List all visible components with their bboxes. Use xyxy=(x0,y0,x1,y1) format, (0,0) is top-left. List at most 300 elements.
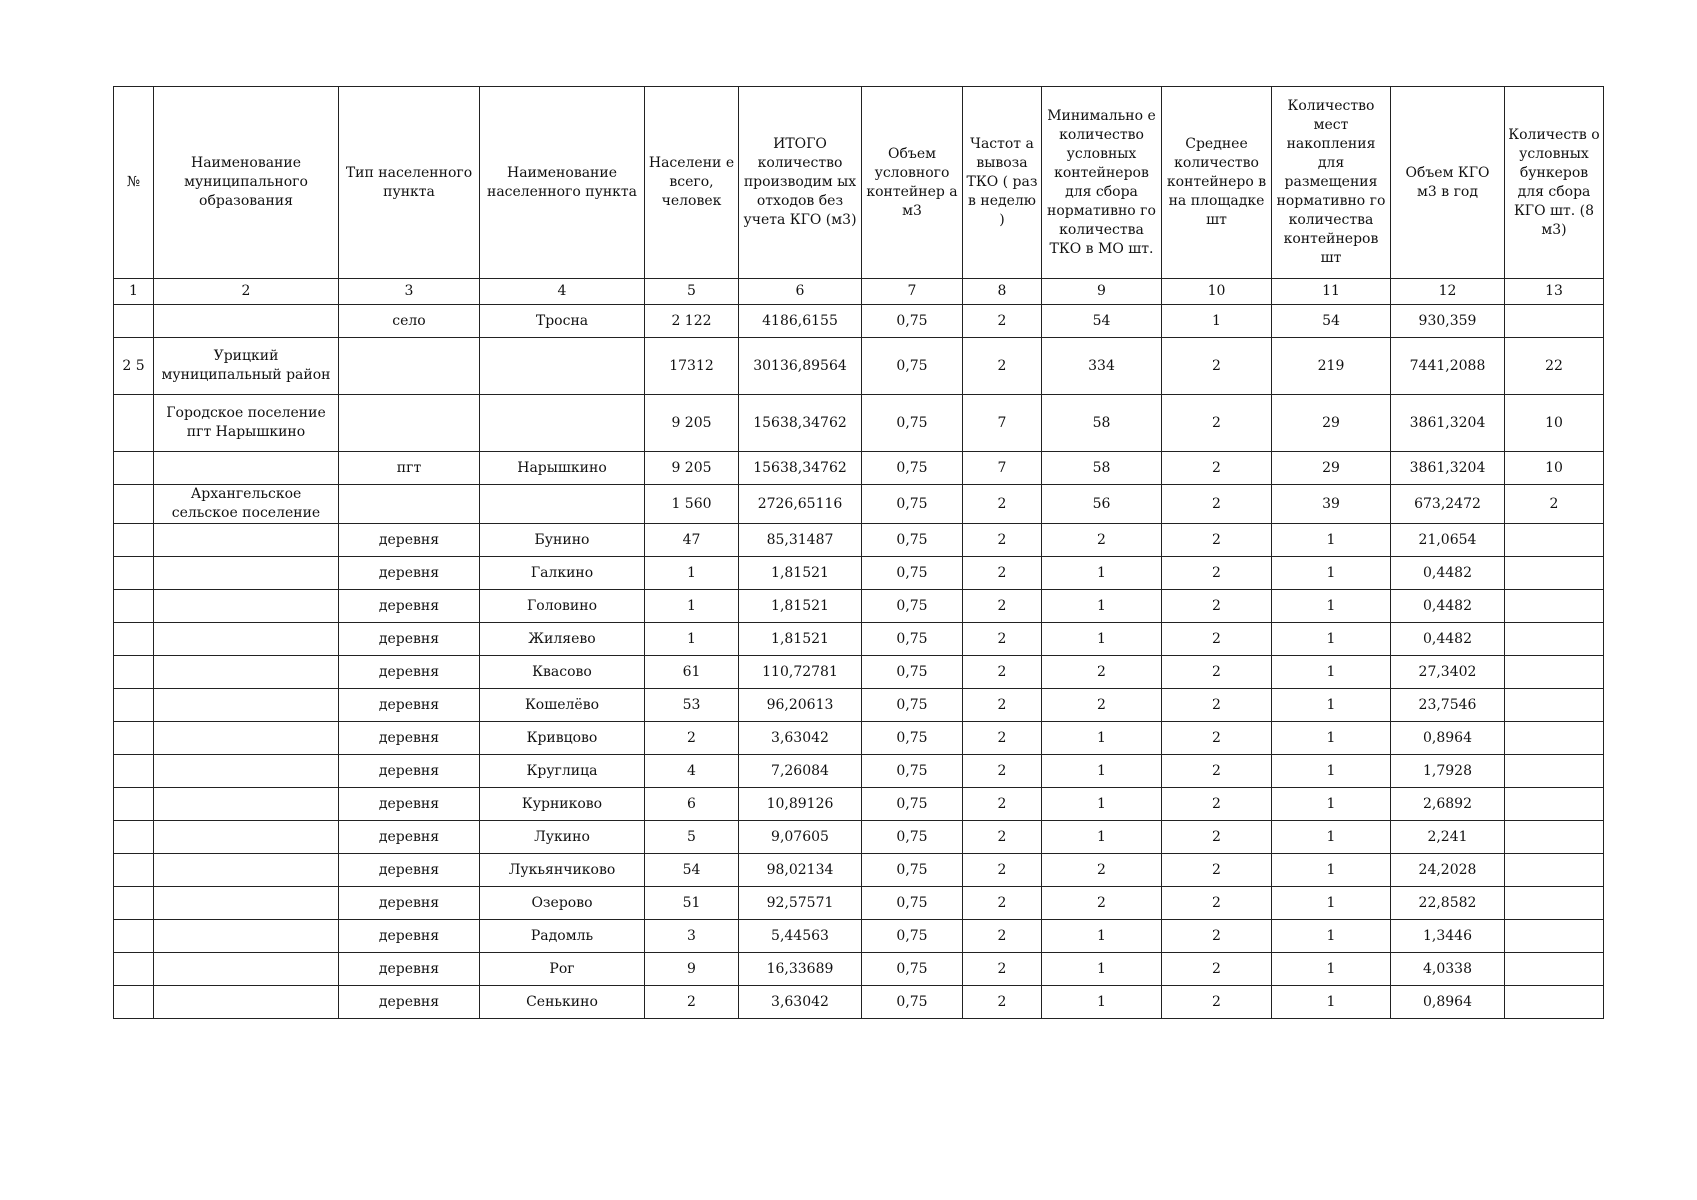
cell-number xyxy=(114,689,154,722)
cell-avg-containers: 2 xyxy=(1162,485,1272,524)
cell-avg-containers: 1 xyxy=(1162,305,1272,338)
cell-total-waste: 98,02134 xyxy=(739,854,862,887)
cell-settlement-type: деревня xyxy=(339,953,480,986)
cell-kgo-volume: 21,0654 xyxy=(1391,524,1505,557)
cell-min-containers: 1 xyxy=(1042,986,1162,1019)
cell-frequency: 2 xyxy=(963,305,1042,338)
cell-avg-containers: 2 xyxy=(1162,887,1272,920)
cell-municipality xyxy=(154,689,339,722)
cell-min-containers: 1 xyxy=(1042,590,1162,623)
cell-settlement-name: Озерово xyxy=(480,887,645,920)
cell-min-containers: 1 xyxy=(1042,920,1162,953)
cell-frequency: 2 xyxy=(963,722,1042,755)
cell-frequency: 2 xyxy=(963,590,1042,623)
cell-total-waste: 15638,34762 xyxy=(739,452,862,485)
cell-min-containers: 2 xyxy=(1042,887,1162,920)
cell-municipality xyxy=(154,305,339,338)
cell-settlement-name: Сенькино xyxy=(480,986,645,1019)
cell-settlement-type: деревня xyxy=(339,920,480,953)
cell-settlement-type: деревня xyxy=(339,887,480,920)
cell-number xyxy=(114,722,154,755)
cell-avg-containers: 2 xyxy=(1162,755,1272,788)
header-container-volume: Объем условного контейнер а м3 xyxy=(862,87,963,279)
cell-total-waste: 1,81521 xyxy=(739,590,862,623)
table-row xyxy=(114,452,1604,485)
cell-avg-containers: 2 xyxy=(1162,338,1272,395)
cell-frequency: 2 xyxy=(963,557,1042,590)
cell-population: 4 xyxy=(645,755,739,788)
cell-population: 51 xyxy=(645,887,739,920)
cell-total-waste: 3,63042 xyxy=(739,722,862,755)
cell-total-waste: 110,72781 xyxy=(739,656,862,689)
cell-kgo-bunkers xyxy=(1505,953,1604,986)
cell-kgo-bunkers xyxy=(1505,722,1604,755)
cell-kgo-bunkers xyxy=(1505,821,1604,854)
cell-kgo-bunkers xyxy=(1505,986,1604,1019)
cell-municipality xyxy=(154,623,339,656)
cell-avg-containers: 2 xyxy=(1162,557,1272,590)
cell-container-volume: 0,75 xyxy=(862,395,963,452)
cell-avg-containers: 2 xyxy=(1162,623,1272,656)
cell-settlement-type: деревня xyxy=(339,986,480,1019)
cell-total-waste: 92,57571 xyxy=(739,887,862,920)
column-number-row xyxy=(114,279,1604,305)
column-number: 8 xyxy=(963,279,1042,305)
cell-population: 47 xyxy=(645,524,739,557)
cell-number xyxy=(114,305,154,338)
cell-kgo-bunkers xyxy=(1505,656,1604,689)
cell-kgo-bunkers: 10 xyxy=(1505,395,1604,452)
cell-settlement-type: деревня xyxy=(339,656,480,689)
cell-frequency: 2 xyxy=(963,689,1042,722)
cell-frequency: 2 xyxy=(963,788,1042,821)
cell-settlement-type: деревня xyxy=(339,557,480,590)
cell-avg-containers: 2 xyxy=(1162,395,1272,452)
cell-total-waste: 10,89126 xyxy=(739,788,862,821)
cell-population: 53 xyxy=(645,689,739,722)
cell-settlement-type: деревня xyxy=(339,623,480,656)
cell-avg-containers: 2 xyxy=(1162,788,1272,821)
cell-number xyxy=(114,953,154,986)
cell-kgo-bunkers xyxy=(1505,854,1604,887)
cell-kgo-bunkers xyxy=(1505,755,1604,788)
cell-frequency: 2 xyxy=(963,920,1042,953)
cell-settlement-name: Тросна xyxy=(480,305,645,338)
cell-kgo-volume: 1,7928 xyxy=(1391,755,1505,788)
cell-municipality xyxy=(154,656,339,689)
cell-avg-containers: 2 xyxy=(1162,920,1272,953)
cell-settlement-type: деревня xyxy=(339,821,480,854)
cell-population: 1 xyxy=(645,590,739,623)
cell-population: 2 xyxy=(645,986,739,1019)
cell-settlement-name: Круглица xyxy=(480,755,645,788)
cell-total-waste: 9,07605 xyxy=(739,821,862,854)
header-kgo-volume: Объем КГО м3 в год xyxy=(1391,87,1505,279)
cell-total-waste: 2726,65116 xyxy=(739,485,862,524)
cell-settlement-name: Квасово xyxy=(480,656,645,689)
cell-municipality xyxy=(154,452,339,485)
cell-frequency: 2 xyxy=(963,656,1042,689)
cell-min-containers: 1 xyxy=(1042,953,1162,986)
table-row xyxy=(114,788,1604,821)
cell-kgo-bunkers: 10 xyxy=(1505,452,1604,485)
cell-collection-sites: 54 xyxy=(1272,305,1391,338)
cell-kgo-volume: 1,3446 xyxy=(1391,920,1505,953)
cell-avg-containers: 2 xyxy=(1162,590,1272,623)
cell-number xyxy=(114,590,154,623)
cell-settlement-type: пгт xyxy=(339,452,480,485)
cell-number xyxy=(114,887,154,920)
cell-settlement-name: Лукьянчиково xyxy=(480,854,645,887)
cell-kgo-volume: 0,4482 xyxy=(1391,623,1505,656)
cell-min-containers: 1 xyxy=(1042,557,1162,590)
cell-min-containers: 1 xyxy=(1042,722,1162,755)
cell-number xyxy=(114,623,154,656)
cell-number xyxy=(114,452,154,485)
cell-kgo-volume: 27,3402 xyxy=(1391,656,1505,689)
table-row xyxy=(114,557,1604,590)
cell-frequency: 7 xyxy=(963,395,1042,452)
cell-number xyxy=(114,656,154,689)
cell-kgo-volume: 7441,2088 xyxy=(1391,338,1505,395)
cell-municipality xyxy=(154,557,339,590)
waste-table xyxy=(113,86,1604,1019)
cell-total-waste: 16,33689 xyxy=(739,953,862,986)
cell-container-volume: 0,75 xyxy=(862,557,963,590)
column-number: 13 xyxy=(1505,279,1604,305)
cell-number xyxy=(114,395,154,452)
column-number: 4 xyxy=(480,279,645,305)
table-row xyxy=(114,656,1604,689)
cell-municipality xyxy=(154,953,339,986)
cell-kgo-volume: 2,6892 xyxy=(1391,788,1505,821)
table-row xyxy=(114,722,1604,755)
cell-population: 5 xyxy=(645,821,739,854)
cell-settlement-type: деревня xyxy=(339,854,480,887)
column-number: 6 xyxy=(739,279,862,305)
cell-settlement-name xyxy=(480,485,645,524)
cell-kgo-bunkers xyxy=(1505,524,1604,557)
cell-settlement-type xyxy=(339,395,480,452)
cell-kgo-bunkers xyxy=(1505,590,1604,623)
cell-population: 9 xyxy=(645,953,739,986)
header-avg-containers: Среднее количество контейнеро в на площадке шт xyxy=(1162,87,1272,279)
cell-municipality xyxy=(154,887,339,920)
cell-collection-sites: 1 xyxy=(1272,953,1391,986)
cell-number: 2 5 xyxy=(114,338,154,395)
cell-collection-sites: 1 xyxy=(1272,920,1391,953)
cell-collection-sites: 1 xyxy=(1272,986,1391,1019)
cell-total-waste: 5,44563 xyxy=(739,920,862,953)
cell-container-volume: 0,75 xyxy=(862,722,963,755)
header-number: № xyxy=(114,87,154,279)
cell-collection-sites: 1 xyxy=(1272,722,1391,755)
cell-number xyxy=(114,755,154,788)
table-row-district xyxy=(114,338,1604,395)
cell-collection-sites: 1 xyxy=(1272,755,1391,788)
cell-municipality xyxy=(154,755,339,788)
cell-settlement-type xyxy=(339,338,480,395)
cell-municipality xyxy=(154,920,339,953)
cell-min-containers: 1 xyxy=(1042,821,1162,854)
cell-settlement-type: село xyxy=(339,305,480,338)
cell-min-containers: 1 xyxy=(1042,623,1162,656)
header-settlement-type: Тип населенного пункта xyxy=(339,87,480,279)
table-row xyxy=(114,689,1604,722)
cell-municipality xyxy=(154,821,339,854)
cell-settlement-name: Курниково xyxy=(480,788,645,821)
cell-settlement-type: деревня xyxy=(339,755,480,788)
table-row xyxy=(114,854,1604,887)
cell-number xyxy=(114,920,154,953)
cell-settlement-name: Нарышкино xyxy=(480,452,645,485)
header-frequency: Частот а вывоза ТКО ( раз в неделю ) xyxy=(963,87,1042,279)
cell-kgo-bunkers xyxy=(1505,557,1604,590)
cell-collection-sites: 29 xyxy=(1272,395,1391,452)
cell-min-containers: 58 xyxy=(1042,395,1162,452)
cell-collection-sites: 1 xyxy=(1272,821,1391,854)
cell-municipality: Архангельское сельское поселение xyxy=(154,485,339,524)
cell-min-containers: 2 xyxy=(1042,656,1162,689)
column-number: 10 xyxy=(1162,279,1272,305)
cell-municipality xyxy=(154,722,339,755)
cell-collection-sites: 1 xyxy=(1272,689,1391,722)
cell-kgo-bunkers xyxy=(1505,305,1604,338)
cell-settlement-type: деревня xyxy=(339,524,480,557)
cell-frequency: 2 xyxy=(963,887,1042,920)
cell-number xyxy=(114,986,154,1019)
cell-municipality: Урицкий муниципальный район xyxy=(154,338,339,395)
header-kgo-bunkers: Количеств о условных бункеров для сбора КГО шт. (8 м3) xyxy=(1505,87,1604,279)
column-number: 5 xyxy=(645,279,739,305)
cell-collection-sites: 39 xyxy=(1272,485,1391,524)
cell-total-waste: 85,31487 xyxy=(739,524,862,557)
column-number: 7 xyxy=(862,279,963,305)
table-row xyxy=(114,953,1604,986)
cell-settlement-name: Жиляево xyxy=(480,623,645,656)
cell-population: 9 205 xyxy=(645,395,739,452)
cell-total-waste: 7,26084 xyxy=(739,755,862,788)
cell-kgo-volume: 4,0338 xyxy=(1391,953,1505,986)
table-row-settlement-group xyxy=(114,395,1604,452)
cell-population: 1 xyxy=(645,623,739,656)
cell-frequency: 2 xyxy=(963,821,1042,854)
table-row xyxy=(114,590,1604,623)
cell-number xyxy=(114,821,154,854)
cell-container-volume: 0,75 xyxy=(862,821,963,854)
cell-avg-containers: 2 xyxy=(1162,854,1272,887)
cell-min-containers: 334 xyxy=(1042,338,1162,395)
cell-container-volume: 0,75 xyxy=(862,953,963,986)
table-row xyxy=(114,887,1604,920)
cell-avg-containers: 2 xyxy=(1162,953,1272,986)
cell-frequency: 2 xyxy=(963,854,1042,887)
table-row xyxy=(114,986,1604,1019)
cell-avg-containers: 2 xyxy=(1162,689,1272,722)
cell-population: 54 xyxy=(645,854,739,887)
cell-total-waste: 30136,89564 xyxy=(739,338,862,395)
cell-container-volume: 0,75 xyxy=(862,656,963,689)
header-total-waste: ИТОГО количество производим ых отходов без учета КГО (м3) xyxy=(739,87,862,279)
cell-settlement-type: деревня xyxy=(339,689,480,722)
cell-container-volume: 0,75 xyxy=(862,452,963,485)
cell-settlement-name: Галкино xyxy=(480,557,645,590)
cell-population: 6 xyxy=(645,788,739,821)
cell-collection-sites: 1 xyxy=(1272,557,1391,590)
cell-container-volume: 0,75 xyxy=(862,623,963,656)
cell-container-volume: 0,75 xyxy=(862,689,963,722)
cell-frequency: 2 xyxy=(963,623,1042,656)
cell-population: 17312 xyxy=(645,338,739,395)
cell-kgo-bunkers xyxy=(1505,920,1604,953)
cell-collection-sites: 1 xyxy=(1272,656,1391,689)
cell-kgo-volume: 2,241 xyxy=(1391,821,1505,854)
cell-settlement-name: Кошелёво xyxy=(480,689,645,722)
cell-container-volume: 0,75 xyxy=(862,920,963,953)
column-number: 12 xyxy=(1391,279,1505,305)
cell-kgo-volume: 930,359 xyxy=(1391,305,1505,338)
cell-settlement-type: деревня xyxy=(339,788,480,821)
cell-avg-containers: 2 xyxy=(1162,821,1272,854)
cell-population: 61 xyxy=(645,656,739,689)
cell-container-volume: 0,75 xyxy=(862,986,963,1019)
cell-kgo-bunkers: 2 xyxy=(1505,485,1604,524)
cell-kgo-bunkers xyxy=(1505,887,1604,920)
cell-municipality xyxy=(154,788,339,821)
cell-frequency: 2 xyxy=(963,986,1042,1019)
cell-population: 1 560 xyxy=(645,485,739,524)
cell-total-waste: 3,63042 xyxy=(739,986,862,1019)
cell-collection-sites: 1 xyxy=(1272,788,1391,821)
cell-kgo-volume: 0,8964 xyxy=(1391,722,1505,755)
table-row-settlement-group xyxy=(114,485,1604,524)
cell-min-containers: 2 xyxy=(1042,524,1162,557)
cell-total-waste: 96,20613 xyxy=(739,689,862,722)
cell-settlement-type: деревня xyxy=(339,590,480,623)
column-number: 2 xyxy=(154,279,339,305)
header-municipality: Наименование муниципального образования xyxy=(154,87,339,279)
cell-number xyxy=(114,524,154,557)
cell-frequency: 2 xyxy=(963,524,1042,557)
cell-frequency: 7 xyxy=(963,452,1042,485)
cell-population: 1 xyxy=(645,557,739,590)
table-row xyxy=(114,920,1604,953)
cell-container-volume: 0,75 xyxy=(862,854,963,887)
cell-collection-sites: 219 xyxy=(1272,338,1391,395)
cell-frequency: 2 xyxy=(963,755,1042,788)
header-row xyxy=(114,87,1604,279)
cell-population: 2 122 xyxy=(645,305,739,338)
cell-container-volume: 0,75 xyxy=(862,887,963,920)
cell-municipality: Городское поселение пгт Нарышкино xyxy=(154,395,339,452)
cell-number xyxy=(114,485,154,524)
cell-frequency: 2 xyxy=(963,338,1042,395)
column-number: 1 xyxy=(114,279,154,305)
cell-container-volume: 0,75 xyxy=(862,305,963,338)
cell-kgo-volume: 23,7546 xyxy=(1391,689,1505,722)
cell-frequency: 2 xyxy=(963,953,1042,986)
cell-population: 2 xyxy=(645,722,739,755)
cell-collection-sites: 1 xyxy=(1272,524,1391,557)
cell-kgo-bunkers xyxy=(1505,788,1604,821)
cell-settlement-name: Головино xyxy=(480,590,645,623)
cell-min-containers: 58 xyxy=(1042,452,1162,485)
cell-settlement-name: Кривцово xyxy=(480,722,645,755)
cell-number xyxy=(114,854,154,887)
cell-container-volume: 0,75 xyxy=(862,755,963,788)
cell-number xyxy=(114,557,154,590)
cell-municipality xyxy=(154,590,339,623)
cell-kgo-volume: 3861,3204 xyxy=(1391,452,1505,485)
cell-settlement-name: Радомль xyxy=(480,920,645,953)
table-row xyxy=(114,524,1604,557)
cell-container-volume: 0,75 xyxy=(862,338,963,395)
cell-min-containers: 1 xyxy=(1042,755,1162,788)
cell-container-volume: 0,75 xyxy=(862,590,963,623)
cell-kgo-volume: 673,2472 xyxy=(1391,485,1505,524)
cell-settlement-name: Лукино xyxy=(480,821,645,854)
cell-frequency: 2 xyxy=(963,485,1042,524)
header-collection-sites: Количество мест накопления для размещения нормативно го количества контейнеров шт xyxy=(1272,87,1391,279)
column-number: 9 xyxy=(1042,279,1162,305)
cell-min-containers: 2 xyxy=(1042,854,1162,887)
column-number: 3 xyxy=(339,279,480,305)
table-row xyxy=(114,755,1604,788)
cell-avg-containers: 2 xyxy=(1162,986,1272,1019)
cell-total-waste: 4186,6155 xyxy=(739,305,862,338)
cell-min-containers: 2 xyxy=(1042,689,1162,722)
cell-total-waste: 1,81521 xyxy=(739,623,862,656)
cell-population: 3 xyxy=(645,920,739,953)
header-population: Населени е всего, человек xyxy=(645,87,739,279)
cell-number xyxy=(114,788,154,821)
cell-collection-sites: 1 xyxy=(1272,590,1391,623)
cell-kgo-volume: 0,4482 xyxy=(1391,590,1505,623)
header-min-containers: Минимально е количество условных контейнеров для сбора нормативно го количества ТКО в МО шт. xyxy=(1042,87,1162,279)
cell-municipality xyxy=(154,854,339,887)
cell-kgo-bunkers xyxy=(1505,623,1604,656)
cell-municipality xyxy=(154,524,339,557)
cell-collection-sites: 29 xyxy=(1272,452,1391,485)
cell-settlement-name: Бунино xyxy=(480,524,645,557)
cell-settlement-type: деревня xyxy=(339,722,480,755)
cell-avg-containers: 2 xyxy=(1162,656,1272,689)
cell-container-volume: 0,75 xyxy=(862,524,963,557)
cell-avg-containers: 2 xyxy=(1162,524,1272,557)
cell-collection-sites: 1 xyxy=(1272,887,1391,920)
cell-container-volume: 0,75 xyxy=(862,788,963,821)
cell-collection-sites: 1 xyxy=(1272,854,1391,887)
cell-avg-containers: 2 xyxy=(1162,722,1272,755)
cell-settlement-name xyxy=(480,338,645,395)
table-row xyxy=(114,821,1604,854)
cell-min-containers: 1 xyxy=(1042,788,1162,821)
header-settlement-name: Наименование населенного пункта xyxy=(480,87,645,279)
table-row xyxy=(114,623,1604,656)
cell-kgo-volume: 3861,3204 xyxy=(1391,395,1505,452)
cell-total-waste: 15638,34762 xyxy=(739,395,862,452)
cell-kgo-volume: 0,4482 xyxy=(1391,557,1505,590)
column-number: 11 xyxy=(1272,279,1391,305)
table-row xyxy=(114,305,1604,338)
cell-container-volume: 0,75 xyxy=(862,485,963,524)
cell-settlement-name: Рог xyxy=(480,953,645,986)
cell-kgo-volume: 0,8964 xyxy=(1391,986,1505,1019)
cell-min-containers: 56 xyxy=(1042,485,1162,524)
cell-settlement-name xyxy=(480,395,645,452)
cell-population: 9 205 xyxy=(645,452,739,485)
cell-min-containers: 54 xyxy=(1042,305,1162,338)
